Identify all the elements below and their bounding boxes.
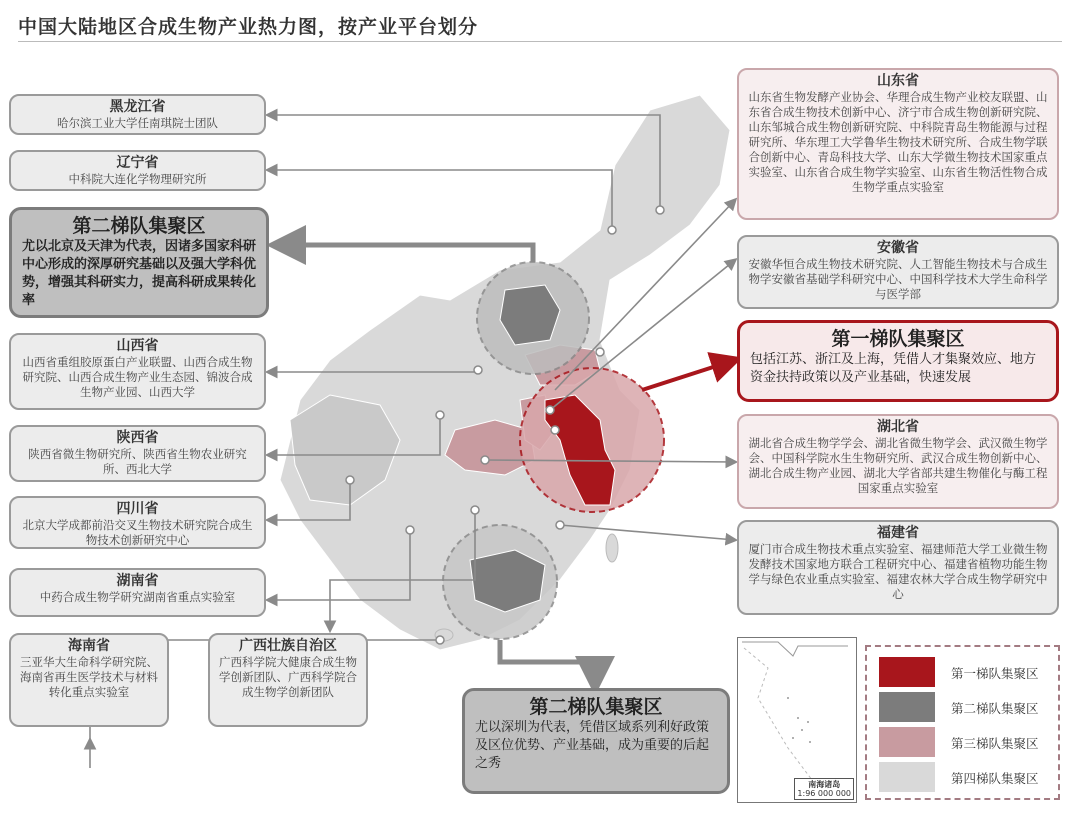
- province-desc: 中科院大连化学物理研究所: [68, 172, 207, 186]
- province-desc: 湖北省合成生物学学会、湖北省微生物学会、武汉微生物学会、中国科学院水生生物研究所、武汉合成生物创新中心、湖北合成生物产业园、湖北大学省部共建生物催化与酶工程国家重点实验室: [748, 436, 1048, 495]
- province-desc: 厦门市合成生物技术重点实验室、福建师范大学工业微生物发酵技术国家地方联合工程研究中心、福建省植物功能生物学与绿色农业重点实验室、福建农林大学合成生物学研究中心: [748, 542, 1048, 601]
- province-desc: 安徽华恒合成生物技术研究院、人工智能生物技术与合成生物学安徽省基础学科研究中心、中国科学技术大学生命科学与医学部: [748, 257, 1048, 301]
- inset-label: [794, 778, 854, 800]
- province-card-guangxi: [208, 633, 368, 727]
- legend-swatch: [879, 762, 935, 792]
- province-card-shanxi: [9, 333, 266, 410]
- province-card-anhui: [737, 235, 1059, 309]
- province-name: 广西壮族自治区: [239, 638, 337, 654]
- legend-item-tier4: [879, 762, 1054, 792]
- cluster-tier2-north: [9, 207, 269, 318]
- legend-swatch: [879, 692, 935, 722]
- province-desc: 哈尔滨工业大学任南琪院士团队: [57, 116, 218, 130]
- inset-map: [738, 638, 854, 800]
- province-card-shandong: [737, 68, 1059, 220]
- province-card-hainan: [9, 633, 169, 727]
- cluster-desc: 尤以深圳为代表，凭借区域系列利好政策及区位优势、产业基础，成为重要的后起之秀: [475, 720, 710, 771]
- province-name: 湖南省: [116, 573, 159, 589]
- province-card-heilongjiang: [9, 94, 266, 135]
- province-card-liaoning: [9, 150, 266, 191]
- province-name: 福建省: [877, 525, 919, 541]
- legend-label: 第二梯队集聚区: [951, 701, 1039, 716]
- cluster-tier2-south: [462, 688, 730, 794]
- legend-swatch: [879, 727, 935, 757]
- province-card-shaanxi: [9, 425, 266, 482]
- legend-label: 第一梯队集聚区: [951, 666, 1039, 681]
- province-card-fujian: [737, 520, 1059, 615]
- province-name: 黑龙江省: [109, 99, 166, 115]
- province-name: 湖北省: [877, 419, 919, 435]
- province-name: 山西省: [116, 338, 159, 354]
- legend-item-tier2: [879, 692, 1054, 722]
- province-name: 海南省: [68, 638, 110, 654]
- south-china-sea-inset: [737, 637, 857, 803]
- province-card-hunan: [9, 568, 266, 617]
- cluster-tier1: [737, 320, 1059, 402]
- cluster-title: 第二梯队集聚区: [529, 696, 663, 718]
- province-desc: 广西科学院大健康合成生物学创新团队、广西科学院合成生物学创新团队: [219, 655, 357, 699]
- inset-label-name: 南海诸岛: [808, 780, 841, 789]
- province-desc: 山西省重组胶原蛋白产业联盟、山西合成生物研究院、山西合成生物产业生态园、锦波合成生物产业园、山西大学: [22, 355, 253, 399]
- legend: [865, 645, 1060, 800]
- province-card-hubei: [737, 414, 1059, 509]
- province-name: 陕西省: [116, 430, 159, 446]
- legend-swatch: [879, 657, 935, 687]
- province-name: 山东省: [877, 73, 919, 89]
- province-desc: 中药合成生物学研究湖南省重点实验室: [39, 590, 236, 604]
- page-title: 中国大陆地区合成生物产业热力图，按产业平台划分: [18, 16, 479, 38]
- cluster-desc: 包括江苏、浙江及上海，凭借人才集聚效应、地方资金扶持政策以及产业基础，快速发展: [750, 352, 1037, 385]
- cluster-desc: 尤以北京及天津为代表，因诸多国家科研中心形成的深厚研究基础以及强大学科优势，增强其科研实力，提高科研成果转化率: [22, 239, 257, 308]
- province-desc: 山东省生物发酵产业协会、华理合成生物产业校友联盟、山东省合成生物技术创新中心、济宁市合成生物创新研究院、山东邹城合成生物创新研究院、中科院青岛生物能源与过程研究所、华东理工大学鲁华生物技术研究所、合成生物学联合创新中心、青岛科技大学、山东大学微生物技术国家重点实验室、山东省合成生物学实验室、山东省生物活性物合成生物学重点实验室: [748, 90, 1048, 194]
- province-card-sichuan: [9, 496, 266, 549]
- province-name: 四川省: [116, 501, 159, 517]
- province-name: 安徽省: [877, 240, 919, 256]
- province-name: 辽宁省: [116, 155, 159, 171]
- legend-item-tier1: [879, 657, 1054, 687]
- legend-label: 第三梯队集聚区: [951, 736, 1039, 751]
- inset-label-scale: 1:96 000 000: [797, 789, 851, 798]
- cluster-title: 第一梯队集聚区: [831, 328, 965, 350]
- province-desc: 三亚华大生命科学研究院、海南省再生医学技术与材料转化重点实验室: [20, 655, 158, 699]
- legend-label: 第四梯队集聚区: [951, 771, 1039, 786]
- legend-item-tier3: [879, 727, 1054, 757]
- island-taiwan: [606, 534, 618, 562]
- province-desc: 陕西省微生物研究所、陕西省生物农业研究所、西北大学: [28, 447, 247, 476]
- province-desc: 北京大学成都前沿交叉生物技术研究院合成生物技术创新研究中心: [22, 518, 253, 547]
- cluster-title: 第二梯队集聚区: [72, 215, 206, 237]
